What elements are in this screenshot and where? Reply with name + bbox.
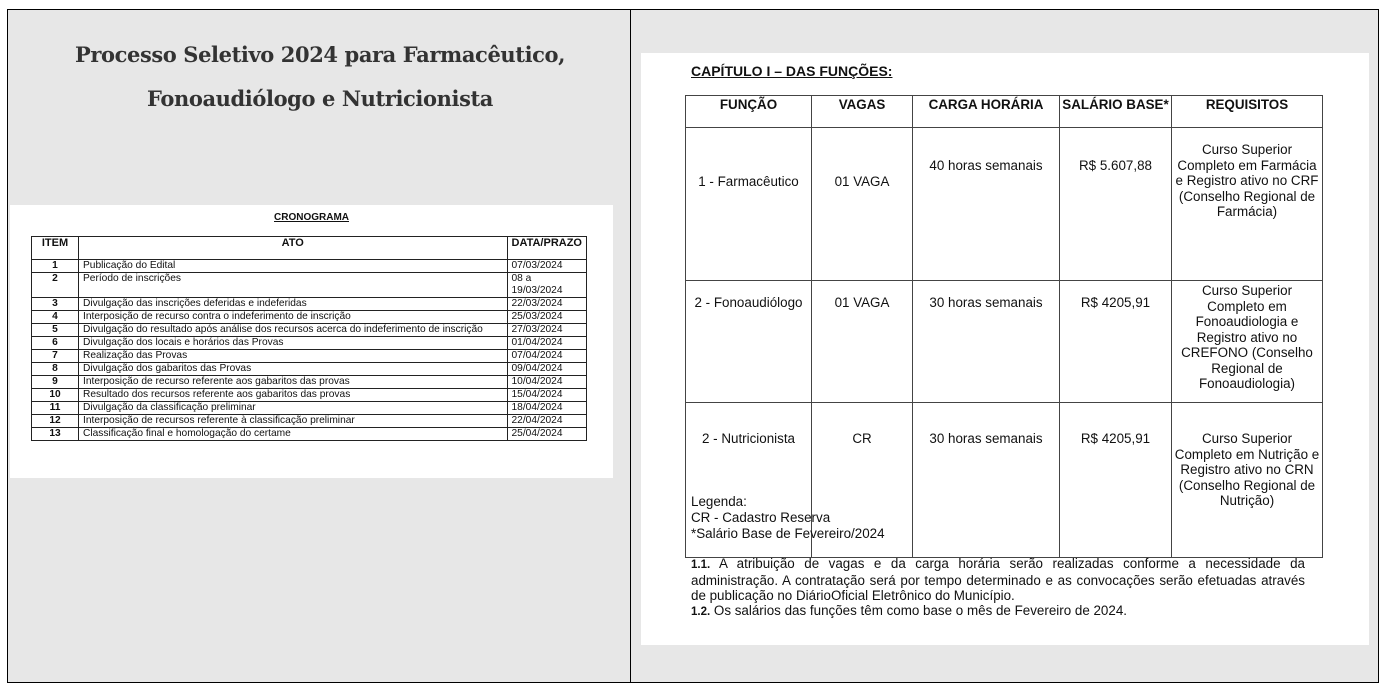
carga-cell: 30 horas semanais xyxy=(913,403,1060,558)
salario-cell: R$ 5.607,88 xyxy=(1060,128,1172,281)
cronograma-data-cell: 07/04/2024 xyxy=(507,350,586,363)
cronograma-row xyxy=(32,376,587,389)
page-title-line-1: Processo Seletivo 2024 para Farmacêutico, xyxy=(74,42,566,67)
cronograma-data-cell: 22/04/2024 xyxy=(507,415,586,428)
cronograma-data-cell: 08 a 19/03/2024 xyxy=(507,273,586,298)
requisitos-cell: Curso Superior Completo em Fonoaudiologia e Registro ativo no CREFONO (Conselho Regional de Fonoaudiologia) xyxy=(1172,281,1323,403)
funcoes-table xyxy=(685,95,1323,558)
cronograma-row xyxy=(32,324,587,337)
notes-paragraphs xyxy=(691,556,1305,620)
vagas-cell: 01 VAGA xyxy=(812,128,913,281)
cronograma-item-cell: 6 xyxy=(32,337,79,350)
cronograma-data-cell: 22/03/2024 xyxy=(507,298,586,311)
carga-cell: 40 horas semanais xyxy=(913,128,1060,281)
cronograma-item-cell: 12 xyxy=(32,415,79,428)
cronograma-ato-cell: Interposição de recurso contra o indeferimento de inscrição xyxy=(79,311,508,324)
legend-title: Legenda: xyxy=(691,494,747,509)
funcao-cell: 1 - Farmacêutico xyxy=(686,128,812,281)
cronograma-heading: CRONOGRAMA xyxy=(274,212,349,223)
header-salario-base: SALÁRIO BASE* xyxy=(1060,96,1172,128)
cronograma-ato-cell: Classificação final e homologação do certame xyxy=(79,428,508,441)
cronograma-item-cell: 9 xyxy=(32,376,79,389)
cronograma-ato-cell: Divulgação do resultado após análise dos recursos acerca do indeferimento de inscrição xyxy=(79,324,508,337)
cronograma-body xyxy=(32,260,587,441)
cronograma-data-cell: 18/04/2024 xyxy=(507,402,586,415)
cronograma-data-cell: 07/03/2024 xyxy=(507,260,586,273)
cronograma-ato-cell: Interposição de recursos referente à classificação preliminar xyxy=(79,415,508,428)
legend xyxy=(691,494,885,542)
cronograma-row xyxy=(32,337,587,350)
header-carga-horaria: CARGA HORÁRIA xyxy=(913,96,1060,128)
header-funcao: FUNÇÃO xyxy=(686,96,812,128)
vagas-cell: CR xyxy=(812,403,913,558)
cronograma-ato-cell: Divulgação dos locais e horários das Provas xyxy=(79,337,508,350)
cronograma-table xyxy=(31,236,587,441)
header-vagas: VAGAS xyxy=(812,96,913,128)
panel-divider xyxy=(630,9,631,683)
cronograma-item-cell: 1 xyxy=(32,260,79,273)
header-requisitos: REQUISITOS xyxy=(1172,96,1323,128)
header-ato: ATO xyxy=(79,237,508,260)
cronograma-ato-cell: Publicação do Edital xyxy=(79,260,508,273)
cronograma-row xyxy=(32,389,587,402)
cronograma-row xyxy=(32,363,587,376)
cronograma-ato-cell: Interposição de recurso referente aos gabaritos das provas xyxy=(79,376,508,389)
cronograma-item-cell: 4 xyxy=(32,311,79,324)
funcao-row xyxy=(686,128,1323,281)
cronograma-data-cell: 01/04/2024 xyxy=(507,337,586,350)
paragraph-1-1 xyxy=(691,556,1305,603)
salario-cell: R$ 4205,91 xyxy=(1060,403,1172,558)
salario-cell: R$ 4205,91 xyxy=(1060,281,1172,403)
vagas-cell: 01 VAGA xyxy=(812,281,913,403)
funcao-cell: 2 - Fonoaudiólogo xyxy=(686,281,812,403)
page-title-line-2: Fonoaudiólogo e Nutricionista xyxy=(147,86,493,111)
cronograma-item-cell: 2 xyxy=(32,273,79,298)
paragraph-text: A atribuição de vagas e da carga horária serão realizadas conforme a necessidade da administração. A contratação será por tempo determinado e as convocações serão efetuadas através de publicação no DiárioOficial Eletrônico do Município. xyxy=(691,556,1305,603)
cronograma-item-cell: 11 xyxy=(32,402,79,415)
cronograma-header-row xyxy=(32,237,587,260)
cronograma-row xyxy=(32,273,587,298)
cronograma-data-cell: 15/04/2024 xyxy=(507,389,586,402)
cronograma-row xyxy=(32,260,587,273)
cronograma-ato-cell: Divulgação das inscrições deferidas e indeferidas xyxy=(79,298,508,311)
requisitos-cell: Curso Superior Completo em Farmácia e Registro ativo no CRF (Conselho Regional de Farmácia) xyxy=(1172,128,1323,281)
cronograma-ato-cell: Resultado dos recursos referente aos gabaritos das provas xyxy=(79,389,508,402)
paragraph-number: 1.2. xyxy=(691,606,711,618)
cronograma-row xyxy=(32,350,587,363)
cronograma-row xyxy=(32,298,587,311)
paragraph-text: Os salários das funções têm como base o mês de Fevereiro de 2024. xyxy=(710,603,1127,618)
cronograma-ato-cell: Divulgação dos gabaritos das Provas xyxy=(79,363,508,376)
cronograma-row xyxy=(32,311,587,324)
requisitos-cell: Curso Superior Completo em Nutrição e Registro ativo no CRN (Conselho Regional de Nutrição) xyxy=(1172,403,1323,558)
cronograma-item-cell: 5 xyxy=(32,324,79,337)
cronograma-row xyxy=(32,428,587,441)
cronograma-item-cell: 10 xyxy=(32,389,79,402)
funcoes-header-row xyxy=(686,96,1323,128)
cronograma-item-cell: 13 xyxy=(32,428,79,441)
funcoes-sheet xyxy=(641,53,1369,645)
cronograma-ato-cell: Realização das Provas xyxy=(79,350,508,363)
funcao-cell: 2 - Nutricionista xyxy=(686,403,812,558)
cronograma-data-cell: 10/04/2024 xyxy=(507,376,586,389)
cronograma-data-cell: 25/04/2024 xyxy=(507,428,586,441)
cronograma-ato-cell: Período de inscrições xyxy=(79,273,508,298)
cronograma-sheet xyxy=(10,205,613,478)
cronograma-row xyxy=(32,415,587,428)
cronograma-data-cell: 09/04/2024 xyxy=(507,363,586,376)
paragraph-number: 1.1. xyxy=(691,559,711,571)
cronograma-row xyxy=(32,402,587,415)
carga-cell: 30 horas semanais xyxy=(913,281,1060,403)
header-data-prazo: DATA/PRAZO xyxy=(507,237,586,260)
cronograma-item-cell: 7 xyxy=(32,350,79,363)
paragraph-1-2 xyxy=(691,603,1305,620)
cronograma-data-cell: 25/03/2024 xyxy=(507,311,586,324)
legend-cr: CR - Cadastro Reserva xyxy=(691,510,831,525)
legend-salario: *Salário Base de Fevereiro/2024 xyxy=(691,526,885,541)
cronograma-ato-cell: Divulgação da classificação preliminar xyxy=(79,402,508,415)
cronograma-item-cell: 3 xyxy=(32,298,79,311)
cronograma-data-cell: 27/03/2024 xyxy=(507,324,586,337)
header-item: ITEM xyxy=(32,237,79,260)
funcao-row xyxy=(686,281,1323,403)
cronograma-item-cell: 8 xyxy=(32,363,79,376)
capitulo-heading: CAPÍTULO I – DAS FUNÇÕES: xyxy=(691,63,893,79)
